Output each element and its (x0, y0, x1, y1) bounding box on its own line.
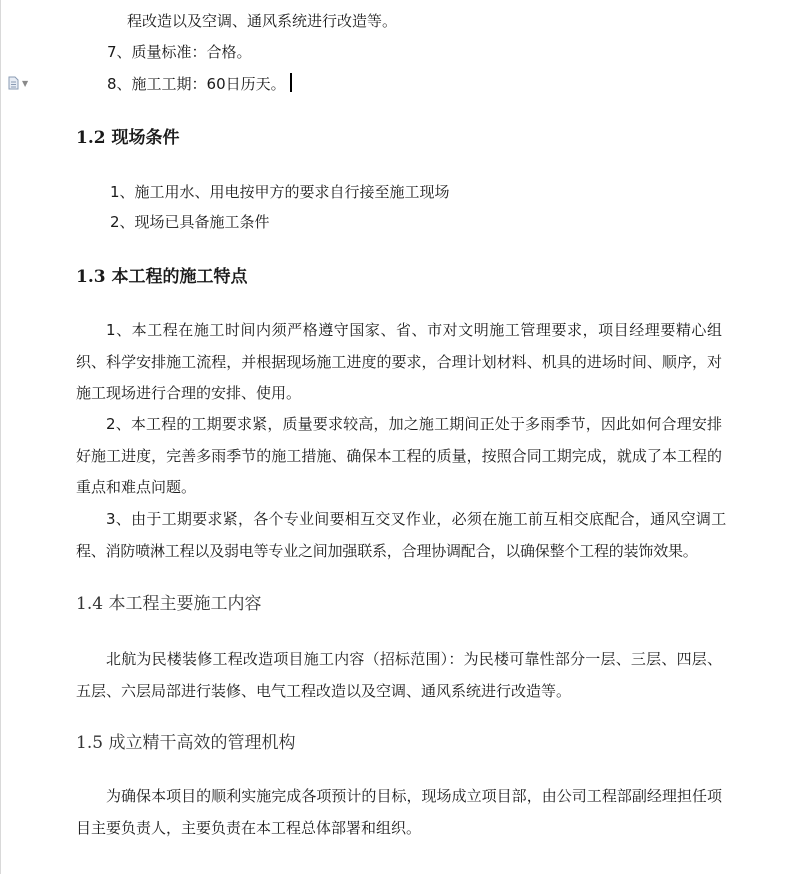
section-number: 1.3 (76, 267, 106, 287)
text-cursor (290, 73, 292, 92)
paragraph: 北航为民楼装修工程改造项目施工内容（招标范围）：为民楼可靠性部分一层、三层、四层、五层、六层局部进行装修、电气工程改造以及空调、通风系统进行改造等。 (76, 650, 722, 700)
section-title: 本工程的施工特点 (111, 267, 248, 287)
list-item: 1、施工用水、用电按甲方的要求自行接至施工现场 (110, 183, 450, 201)
section-number: 1.2 (76, 128, 106, 148)
chevron-down-icon: ▼ (22, 78, 29, 88)
section-title: 本工程主要施工内容 (108, 594, 262, 614)
section-heading-1-4 (76, 593, 261, 615)
paragraph: 2、本工程的工期要求紧，质量要求较高，加之施工期间正处于多雨季节，因此如何合理安排好施工进度，完善多雨季节的施工措施、确保本工程的质量，按照合同工期完成，就成了本工程的重点和难点问题。 (76, 415, 722, 497)
section-title: 成立精干高效的管理机构 (108, 733, 296, 753)
section-heading-1-5 (76, 732, 295, 754)
section-number: 1.4 (76, 594, 104, 614)
document-outline-icon (8, 76, 19, 90)
paragraph: 1、本工程在施工时间内须严格遵守国家、省、市对文明施工管理要求，项目经理要精心组织、科学安排施工流程，并根据现场施工进度的要求，合理计划材料、机具的进场时间、顺序，对施工现场进行合理的安排、使用。 (76, 321, 722, 403)
list-item: 2、现场已具备施工条件 (110, 213, 270, 231)
section-number: 1.5 (76, 733, 104, 753)
section-heading-1-2 (76, 127, 180, 149)
paragraph-menu[interactable] (8, 74, 34, 92)
section-heading-1-3 (76, 266, 248, 288)
intro-item-8: 8、施工工期：60日历天。 (107, 73, 292, 94)
paragraph: 3、由于工期要求紧，各个专业间要相互交叉作业，必须在施工前互相交底配合，通风空调工程、消防喷淋工程以及弱电等专业之间加强联系，合理协调配合，以确保整个工程的装饰效果。 (76, 510, 726, 560)
section-title: 现场条件 (111, 128, 180, 148)
paragraph: 为确保本项目的顺利实施完成各项预计的目标，现场成立项目部，由公司工程部副经理担任项目主要负责人，主要负责在本工程总体部署和组织。 (76, 787, 722, 837)
intro-item-7: 7、质量标准：合格。 (107, 43, 252, 61)
intro-line: 程改造以及空调、通风系统进行改造等。 (127, 12, 398, 30)
left-margin-line (0, 0, 1, 874)
